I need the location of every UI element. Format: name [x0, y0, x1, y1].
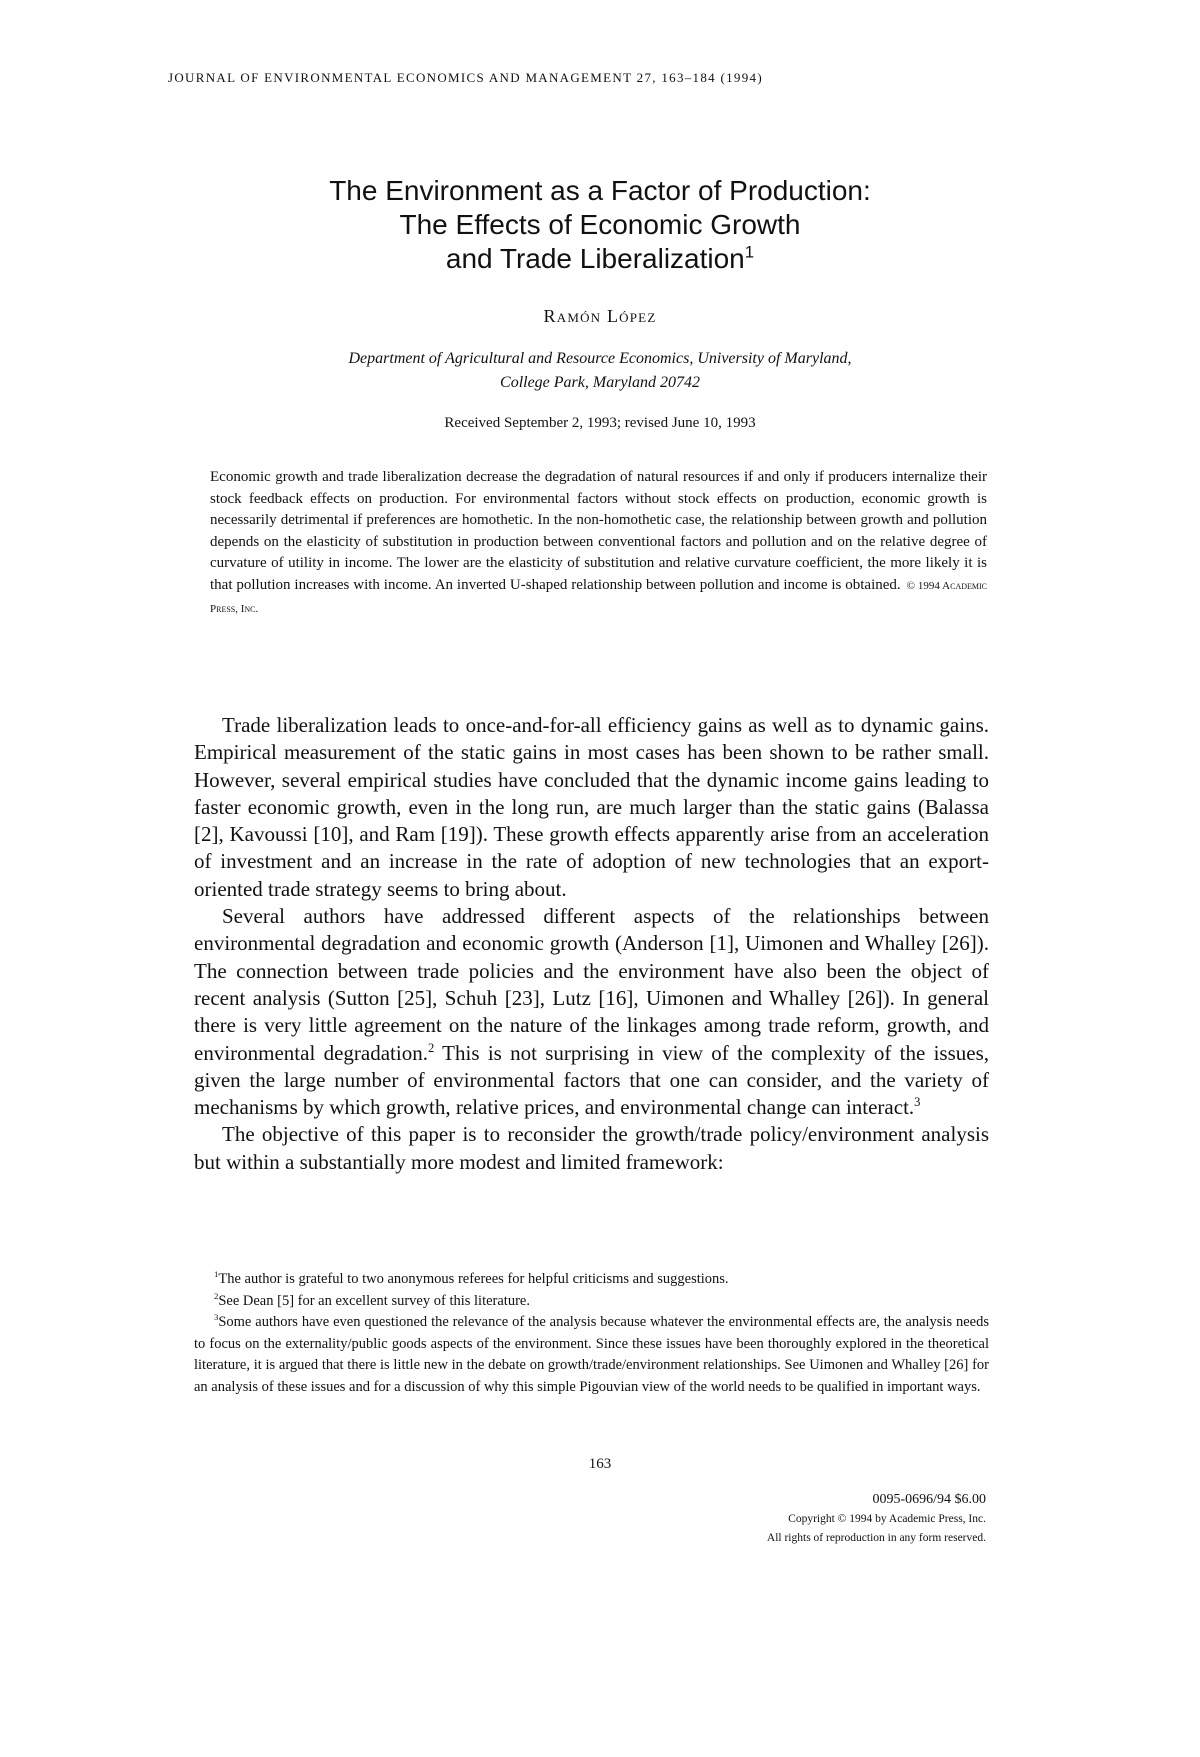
- footnote-1: [194, 1269, 989, 1291]
- rights-line: All rights of reproduction in any form reserved.: [766, 1532, 986, 1544]
- footnote-2-mark: 2: [214, 1290, 219, 1301]
- title-line-3: [200, 242, 1000, 276]
- body-paragraph-2: [194, 903, 989, 1121]
- title-line-2: The Effects of Economic Growth: [399, 209, 801, 240]
- footnote-2-text: See Dean [5] for an excellent survey of this literature.: [218, 1292, 530, 1309]
- footnotes: [194, 1269, 989, 1398]
- abstract-copyright: © 1994 Academic Press, Inc.: [210, 579, 987, 615]
- footnote-ref-2: 2: [427, 1040, 435, 1055]
- footnote-3-text: Some authors have even questioned the relevance of the analysis because whatever the environmental effects are, the analysis needs to focus on the externality/public goods aspects of the environment. Since these issues have been thoroughly explored in the theoretical literature, it is argued that there is little new in the debate on growth/trade/environment relationships. See Uimonen and Whalley [26] for an analysis of these issues and for a discussion of why this simple Pigouvian view of the world needs to be qualified in important ways.: [194, 1314, 989, 1395]
- journal-header: JOURNAL OF ENVIRONMENTAL ECONOMICS AND MANAGEMENT 27, 163–184 (1994): [168, 70, 763, 85]
- price-and-copyright-block: [600, 1490, 986, 1548]
- body-paragraph-3: The objective of this paper is to reconsider the growth/trade policy/environment analysis but within a substantially more modest and limited framework:: [194, 1122, 989, 1174]
- title-line-3-text: and Trade Liberalization: [445, 243, 745, 274]
- body-text: [194, 712, 989, 1176]
- price-line: 0095-0696/94 $6.00: [872, 1492, 986, 1507]
- affiliation-line-2: College Park, Maryland 20742: [500, 374, 700, 391]
- footnote-2: [194, 1291, 989, 1313]
- affiliation-line-1: Department of Agricultural and Resource Economics, University of Maryland,: [348, 350, 852, 367]
- body-paragraph-1: Trade liberalization leads to once-and-for-all efficiency gains as well as to dynamic gains. Empirical measurement of the static gains in most cases has been shown to be rather small. However, several empirical studies have concluded that the dynamic income gains leading to faster economic growth, even in the long run, are much larger than the static gains (Balassa [2], Kavoussi [10], and Ram [19]). These growth effects apparently arise from an acceleration of investment and an increase in the rate of adoption of new technologies that an export-oriented trade strategy seems to bring about.: [194, 713, 989, 901]
- footnote-ref-3: 3: [914, 1095, 921, 1110]
- title-footnote-mark: 1: [744, 242, 755, 262]
- affiliation: [200, 347, 1000, 395]
- body-paragraph-2-part-a: Several authors have addressed different aspects of the relationships between environmental degradation and economic growth (Anderson [1], Uimonen and Whalley [26]). The connection between trade policies and the environment have also been the object of recent analysis (Sutton [25], Schuh [23], Lutz [16], Uimonen and Whalley [26]). In general there is very little agreement on the nature of the linkages among trade reform, growth, and environmental degradation.: [194, 904, 989, 1065]
- abstract: [210, 467, 987, 620]
- received-dates: Received September 2, 1993; revised June 10, 1993: [444, 415, 756, 431]
- article-title: [200, 174, 1000, 276]
- page-number: 163: [588, 1456, 612, 1472]
- body-paragraph-2-part-b: This is not surprising in view of the complexity of the issues, given the large number of environmental factors that one can consider, and the variety of mechanisms by which growth, relative prices, and environmental change can interact.: [194, 1040, 989, 1120]
- copyright-line: Copyright © 1994 by Academic Press, Inc.: [788, 1513, 986, 1525]
- footnote-1-mark: 1: [214, 1269, 219, 1280]
- footnote-1-text: The author is grateful to two anonymous referees for helpful criticisms and suggestions.: [218, 1271, 729, 1287]
- footnote-3-mark: 3: [214, 1312, 219, 1323]
- title-line-1: The Environment as a Factor of Production:: [329, 175, 871, 206]
- author-name: Ramón López: [543, 306, 657, 326]
- abstract-text: Economic growth and trade liberalization decrease the degradation of natural resources if and only if producers internalize their stock feedback effects on production. For environmental factors without stock effects on production, economic growth is necessarily detrimental if preferences are homothetic. In the non-homothetic case, the relationship between growth and pollution depends on the elasticity of substitution in production between conventional factors and pollution and on the relative degree of curvature of utility in income. The lower are the elasticity of substitution and relative curvature coefficient, the more likely it is that pollution increases with income. An inverted U-shaped relationship between pollution and income is obtained.: [210, 469, 987, 593]
- footnote-3: [194, 1312, 989, 1398]
